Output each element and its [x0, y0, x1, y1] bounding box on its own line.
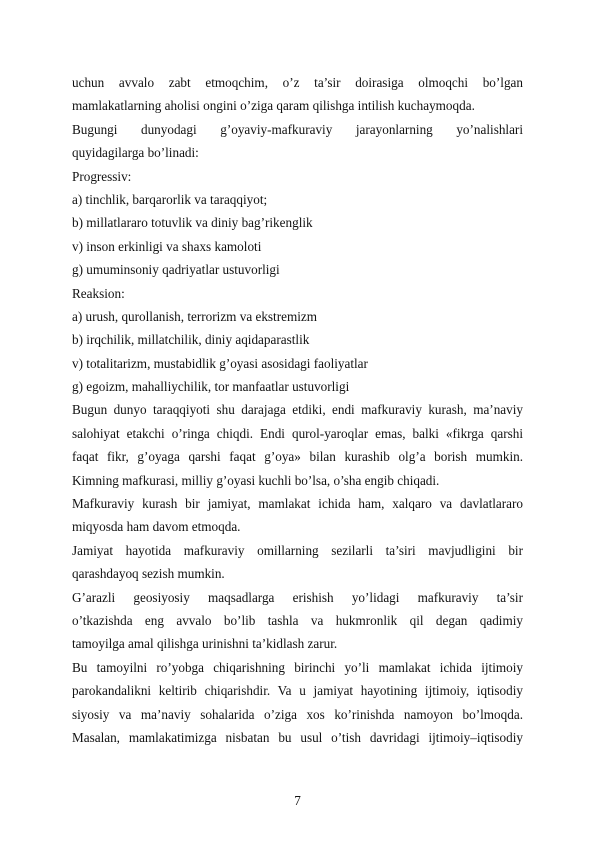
list-item: g) egoizm, mahalliychilik, tor manfaatlar ustuvorligi: [72, 379, 350, 395]
text-line: siyosiy va ma’naviy sohalarida o’ziga xos ko’rinishda namoyon bo’lmoqda.: [72, 706, 523, 722]
section-heading-progressive: Progressiv:: [72, 168, 132, 184]
text-line: Bu tamoyilni ro’yobga chiqarishning birinchi yo’li mamlakat ichida ijtimoiy: [72, 659, 523, 675]
list-item: a) tinchlik, barqarorlik va taraqqiyot;: [72, 191, 268, 207]
text-line: miqyosda ham davom etmoqda.: [72, 519, 241, 535]
text-line: parokandalikni keltirib chiqarishdir. Va u jamiyat hayotining ijtimoiy, iqtisodiy: [72, 683, 523, 699]
text-line: Bugungi dunyodagi g’oyaviy-mafkuraviy jarayonlarning yo’nalishlari: [72, 121, 523, 137]
document-body: [72, 71, 523, 749]
text-line: qarashdayoq sezish mumkin.: [72, 566, 225, 582]
list-item: a) urush, qurollanish, terrorizm va ekstremizm: [72, 308, 317, 324]
text-line: Masalan, mamlakatimizga nisbatan bu usul o’tish davridagi ijtimoiy–iqtisodiy: [72, 729, 523, 745]
page-number: 7: [294, 793, 301, 808]
text-line: Bugun dunyo taraqqiyoti shu darajaga etdiki, endi mafkuraviy kurash, ma’naviy: [72, 402, 523, 418]
section-heading-reactionary: Reaksion:: [72, 285, 125, 301]
text-line: quyidagilarga bo’linadi:: [72, 145, 199, 161]
text-line: Jamiyat hayotida mafkuraviy omillarning sezilarli ta’siri mavjudligini bir: [72, 542, 523, 558]
text-line: uchun avvalo zabt etmoqchim, o’z ta’sir doirasiga olmoqchi bo’lgan: [72, 75, 523, 90]
list-item: v) totalitarizm, mustabidlik g’oyasi asosidagi faoliyatlar: [72, 355, 368, 371]
text-line: Kimning mafkurasi, milliy g’oyasi kuchli bo’lsa, o’sha engib chiqadi.: [72, 472, 440, 488]
text-line: G’arazli geosiyosiy maqsadlarga erishish yo’lidagi mafkuraviy ta’sir: [72, 589, 523, 605]
list-item: v) inson erkinligi va shaxs kamoloti: [72, 238, 262, 254]
text-line: tamoyilga amal qilishga urinishni ta’kidlash zarur.: [72, 636, 338, 652]
text-line: mamlakatlarning aholisi ongini o’ziga qaram qilishga intilish kuchaymoqda.: [72, 98, 475, 114]
text-line: salohiyat etakchi o’ringa chiqdi. Endi qurol-yaroqlar emas, balki «fikrga qarshi: [72, 425, 523, 441]
text-line: faqat fikr, g’oyaga qarshi faqat g’oya» bilan kurashib olg’a borish mumkin.: [72, 449, 523, 465]
list-item: b) irqchilik, millatchilik, diniy aqidaparastlik: [72, 332, 310, 348]
list-item: b) millatlararo totuvlik va diniy bag’rikenglik: [72, 215, 313, 231]
text-line: o’tkazishda eng avvalo bo’lib tashla va hukmronlik qil degan qadimiy: [72, 612, 523, 628]
text-line: Mafkuraviy kurash bir jamiyat, mamlakat ichida ham, xalqaro va davlatlararo: [72, 496, 523, 512]
list-item: g) umuminsoniy qadriyatlar ustuvorligi: [72, 262, 280, 278]
